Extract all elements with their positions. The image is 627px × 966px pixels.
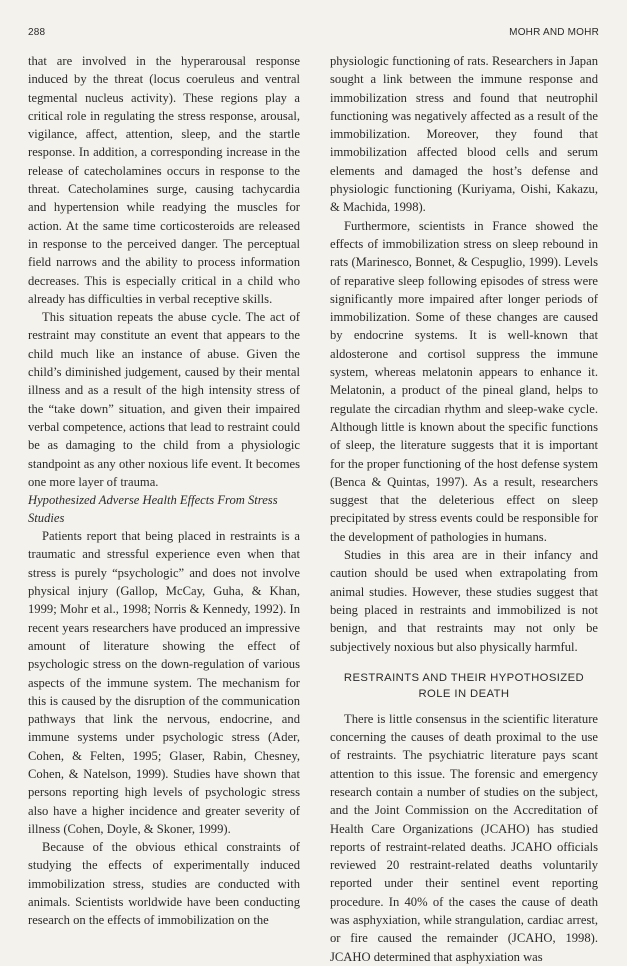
running-head: MOHR AND MOHR <box>509 27 599 38</box>
paragraph: Because of the obvious ethical constraints of studying the effects of experimentally induced immobilization stress, studies are conducted with animals. Scientists worldwide have been conducting research on the effects of immobilization on the <box>28 840 300 928</box>
paragraph: that are involved in the hyperarousal response induced by the threat (locus coeruleus and ventral tegmental nucleus activity). These regions play a critical role in regulating the stress response, arousal, vigilance, affect, attention, sleep, and the startle response. In addition, a corresponding increase in the release of catecholamines occurs in response to the threat. Catecholamines surge, causing tachycardia and hypertension while readying the muscles for action. At the same time corticosteroids are released in response to the perceived danger. The perceptual field narrows and the ability to process information decreases. This is especially critical in a child who already has difficulties in verbal receptive skills. <box>28 54 300 306</box>
paragraph: This situation repeats the abuse cycle. The act of restraint may constitute an event that appears to the child much like an instance of abuse. Given the child’s diminished judgement, caused by their mental illness and as a result of the high intensity stress of the “take down” situation, and given their impaired verbal competence, actions that lead to restraint could be as damaging to the child from a physiologic standpoint as any other noxious life event. It becomes one more layer of trauma. <box>28 310 300 489</box>
paragraph: Furthermore, scientists in France showed the effects of immobilization stress on sleep rebound in rats (Marinesco, Bonnet, & Cespuglio, 1999). Levels of reparative sleep following episodes of stress were significantly more impaired after longer periods of immobilization. Some of these changes are caused by endocrine systems. It is well-known that aldosterone and cortisol suppress the immune system, whereas melatonin appears to enhance it. Melatonin, a product of the pineal gland, helps to regulate the circadian rhythm and sleep-wake cycle. Although little is known about the specific functions of sleep, the literature suggests that it is important for the proper functioning of the host defense system (Benca & Quintas, 1997). As a result, researchers suggest that the deleterious effect on sleep precipitated by stress events could be responsible for the development of pathologies in humans. <box>330 218 598 544</box>
page-number: 288 <box>28 27 46 38</box>
paragraph: There is little consensus in the scientific literature concerning the causes of death proximal to the use of restraints. The psychiatric literature pays scant attention to this issue. The forensic and emergency research contain a number of studies on the subject, and the Joint Commission on the Accreditation of Health Care Organizations (JCAHO) has studied reports of restraint-related deaths. JCAHO officials reviewed 20 restraint-related deaths voluntarily reported under their sentinel event reporting procedure. In 40% of the cases the cause of death was asphyxiation, while strangulation, cardiac arrest, or fire caused the remainder (JCAHO, 1998). JCAHO determined that asphyxiation was <box>330 711 598 964</box>
page-header <box>28 27 599 43</box>
section-heading-line: RESTRAINTS AND THEIR HYPOTHOSIZED <box>343 671 585 684</box>
right-column <box>330 52 598 966</box>
paragraph: Studies in this area are in their infancy and caution should be used when extrapolating from animal studies. However, these studies suggest that being placed in restraints and immobilized is not benign, and that restraints may not only be subjectively noxious but also physically harmful. <box>330 548 598 654</box>
left-column <box>28 52 300 930</box>
paragraph: physiologic functioning of rats. Researchers in Japan sought a link between the immune response and immobilization stress and found that neutrophil functioning was negatively affected as a result of the immobilization. Moreover, they found that immobilization affected blood cells and serum elements and damaged the host’s defense and physiologic functioning (Kuriyama, Oishi, Kakazu, & Machida, 1998). <box>330 54 598 215</box>
section-heading <box>330 670 598 702</box>
paragraph: Patients report that being placed in restraints is a traumatic and stressful experience even when that stress is purely “psychologic” and does not involve physical injury (Gallop, McCay, Guha, & Khan, 1999; Mohr et al., 1998; Norris & Kennedy, 1992). In recent years researchers have produced an impressive amount of literature showing the effect of psychologic stress on the down-regulation of various aspects of the immune system. The mechanism for this is caused by the disruption of the communication pathways that link the nervous, endocrine, and immune systems under psychologic stress (Ader, Cohen, & Felten, 1995; Glaser, Rabin, Chesney, Cohen, & Natelson, 1999). Studies have shown that persons reporting high levels of psychologic stress also have a higher incidence and greater severity of illness (Cohen, Doyle, & Skoner, 1999). <box>28 529 300 836</box>
subsection-heading: Hypothesized Adverse Health Effects From Stress Studies <box>28 493 278 526</box>
section-heading-line: ROLE IN DEATH <box>418 687 510 700</box>
